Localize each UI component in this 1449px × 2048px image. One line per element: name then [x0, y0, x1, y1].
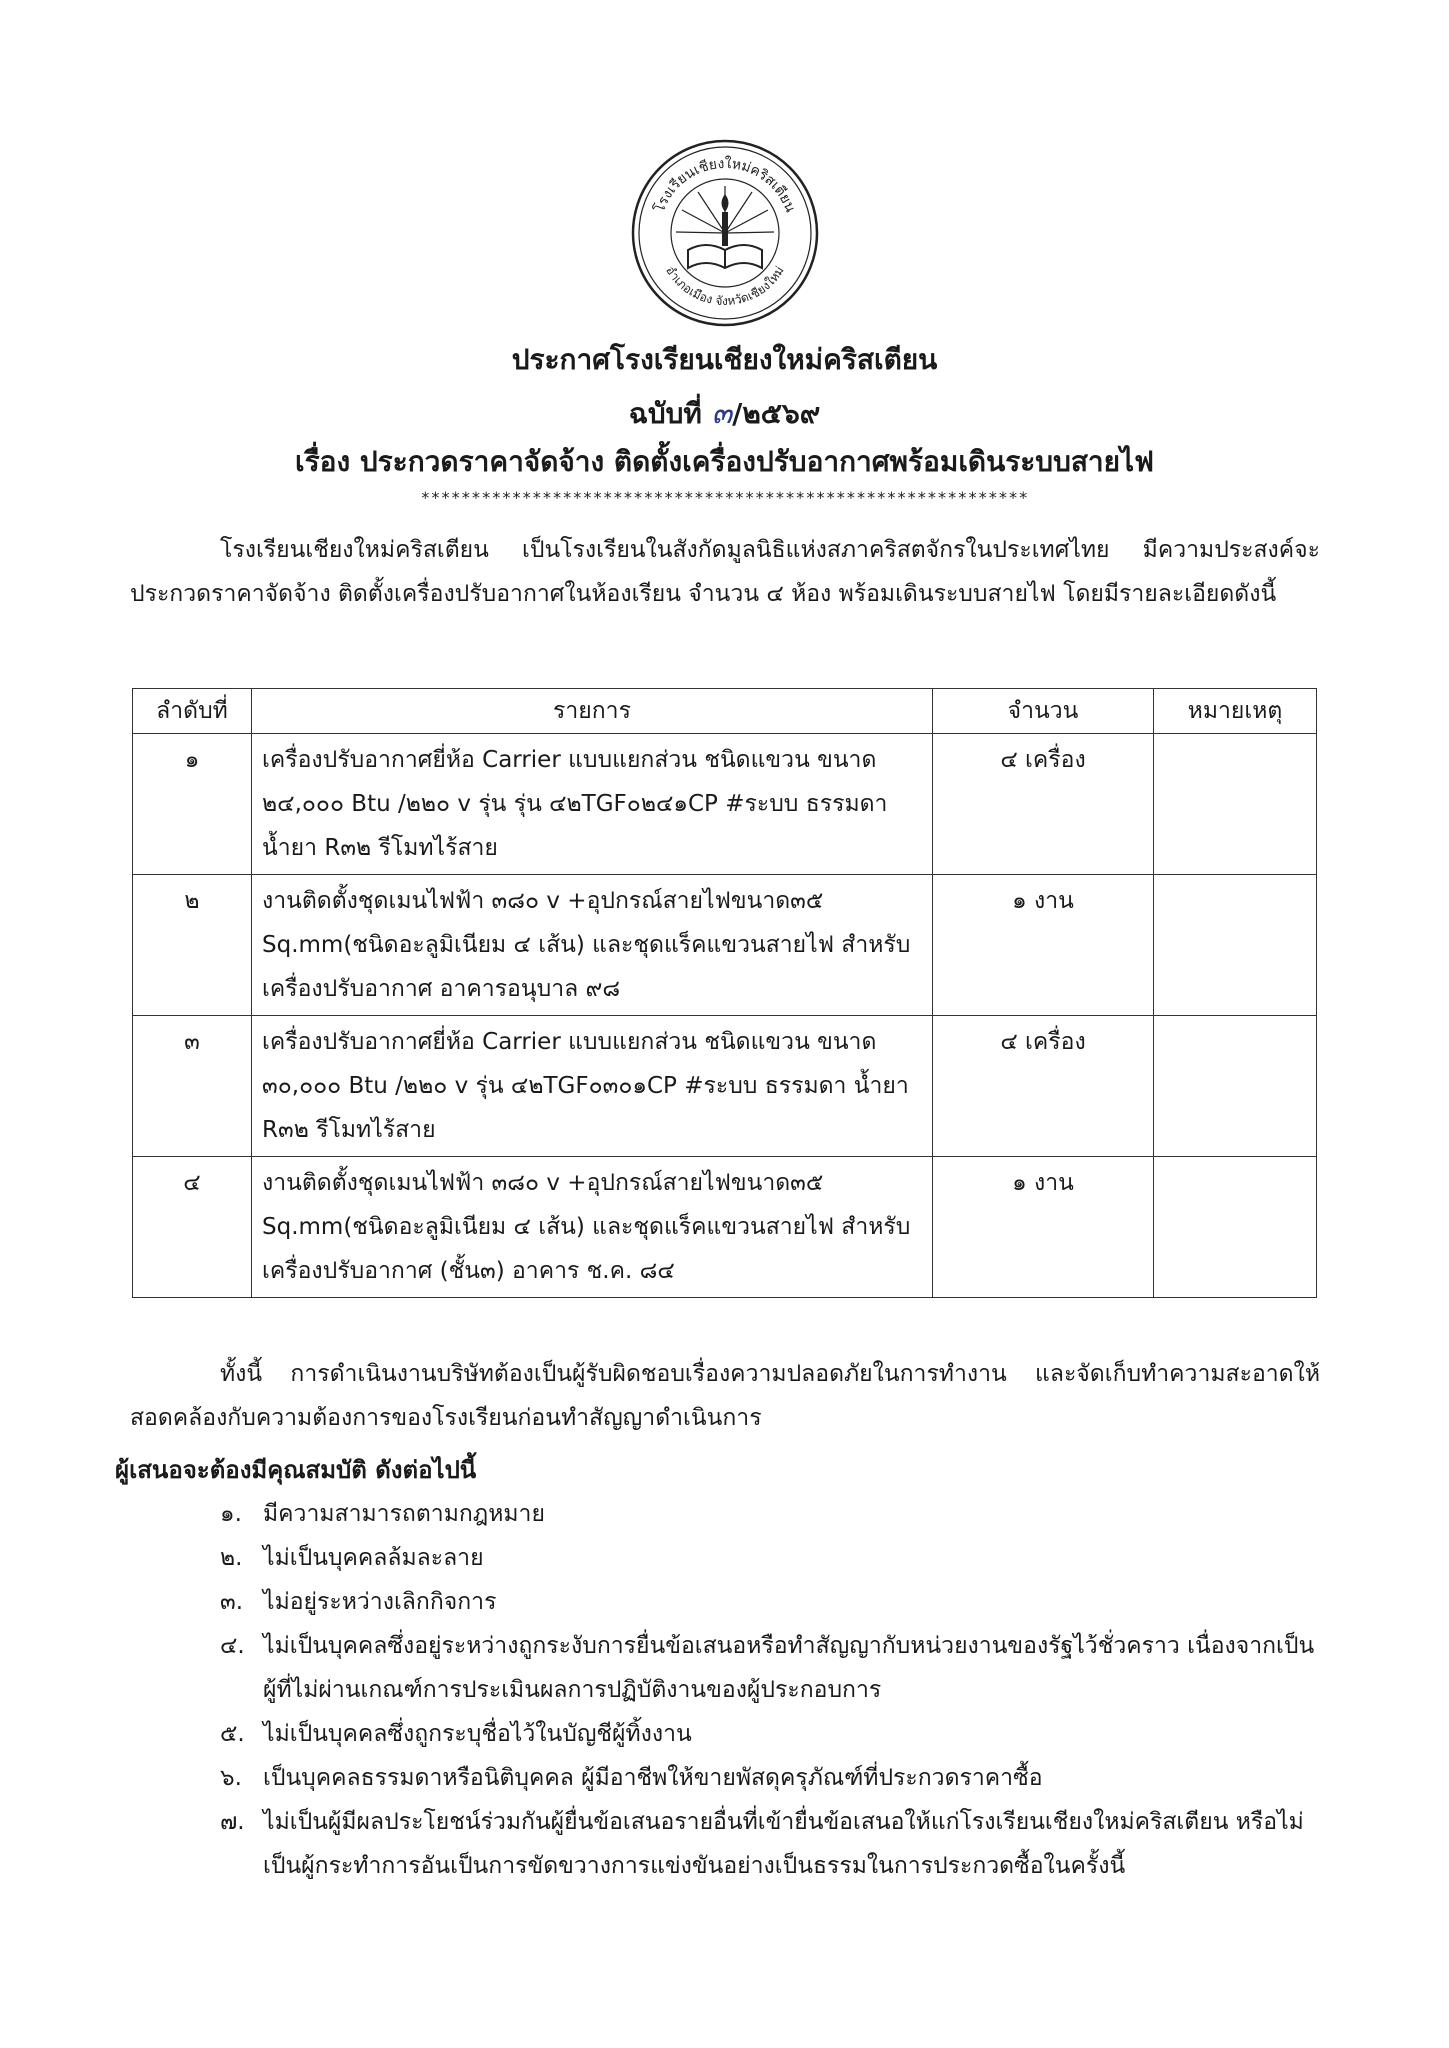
school-seal-logo	[630, 138, 820, 328]
list-item	[115, 1624, 1325, 1712]
list-item-number: ๔.	[220, 1633, 245, 1659]
row-qty: ๔ เครื่อง	[933, 1016, 1154, 1157]
list-item-number: ๖.	[220, 1765, 242, 1791]
list-item-text: ไม่เป็นบุคคลซึ่งอยู่ระหว่างถูกระงับการยื่นข้อเสนอหรือทำสัญญากับหน่วยงานของรัฐไว้ชั่วคราว เนื่องจากเป็นผู้ที่ไม่ผ่านเกณฑ์การประเมินผลการปฏิบัติงานของผู้ประกอบการ	[263, 1633, 1315, 1703]
list-item	[115, 1580, 1325, 1624]
list-item-number: ๗.	[220, 1809, 245, 1835]
row-note	[1154, 734, 1317, 875]
svg-text:โรงเรียนเชียงใหม่คริสเตียน: โรงเรียนเชียงใหม่คริสเตียน	[651, 155, 799, 215]
header-qty: จำนวน	[933, 689, 1154, 734]
list-item-text: เป็นบุคคลธรรมดาหรือนิติบุคคล ผู้มีอาชีพให้ขายพัสดุครุภัณฑ์ที่ประกวดราคาซื้อ	[263, 1765, 1043, 1791]
row-qty: ๔ เครื่อง	[933, 734, 1154, 875]
row-note	[1154, 1016, 1317, 1157]
items-table	[132, 688, 1317, 1298]
list-item-text: ไม่เป็นผู้มีผลประโยชน์ร่วมกันผู้ยื่นข้อเสนอรายอื่นที่เข้ายื่นข้อเสนอให้แก่โรงเรียนเชียงใหม่คริสเตียน หรือไม่เป็นผู้กระทำการอันเป็นการขัดขวางการแข่งขันอย่างเป็นธรรมในการประกวดซื้อในครั้งนี้	[263, 1809, 1304, 1879]
list-item	[115, 1712, 1325, 1756]
row-note	[1154, 875, 1317, 1016]
list-item-text: ไม่อยู่ระหว่างเลิกกิจการ	[263, 1589, 497, 1615]
announcement-subject: เรื่อง ประกวดราคาจัดจ้าง ติดตั้งเครื่องปรับอากาศพร้อมเดินระบบสายไฟ	[295, 445, 1154, 478]
intro-paragraph: โรงเรียนเชียงใหม่คริสเตียน เป็นโรงเรียนในสังกัดมูลนิธิแห่งสภาคริสตจักรในประเทศไทย มีความประสงค์จะประกวดราคาจัดจ้าง ติดตั้งเครื่องปรับอากาศในห้องเรียน จำนวน ๔ ห้อง พร้อมเดินระบบสายไฟ โดยมีรายละเอียดดังนี้	[130, 537, 1320, 607]
list-item-text: มีความสามารถตามกฎหมาย	[263, 1501, 545, 1527]
table-row	[133, 1016, 1317, 1157]
table-row	[133, 875, 1317, 1016]
row-item: เครื่องปรับอากาศยี่ห้อ Carrier แบบแยกส่วน ชนิดแขวน ขนาด ๒๔,๐๐๐ Btu /๒๒๐ v รุ่น รุ่น ๔๒TGF๐๒๔๑CP #ระบบ ธรรมดา น้ำยา R๓๒ รีโมทไร้สาย	[252, 734, 933, 875]
list-item	[115, 1536, 1325, 1580]
row-item: เครื่องปรับอากาศยี่ห้อ Carrier แบบแยกส่วน ชนิดแขวน ขนาด ๓๐,๐๐๐ Btu /๒๒๐ v รุ่น ๔๒TGF๐๓๐๑CP #ระบบ ธรรมดา น้ำยา R๓๒ รีโมทไร้สาย	[252, 1016, 933, 1157]
list-item-number: ๑.	[220, 1501, 242, 1527]
row-qty: ๑ งาน	[933, 875, 1154, 1016]
list-item-number: ๕.	[220, 1721, 245, 1747]
row-no: ๒	[133, 875, 252, 1016]
issue-number-handwritten: ๓	[711, 396, 733, 431]
closing-paragraph: ทั้งนี้ การดำเนินงานบริษัทต้องเป็นผู้รับผิดชอบเรื่องความปลอดภัยในการทำงาน และจัดเก็บทำความสะอาดให้สอดคล้องกับความต้องการของโรงเรียนก่อนทำสัญญาดำเนินการ	[130, 1361, 1320, 1431]
list-item-number: ๓.	[220, 1589, 244, 1615]
issue-number	[0, 390, 1449, 437]
qualifications-list	[115, 1492, 1325, 1888]
list-item	[115, 1800, 1325, 1888]
issue-year: /๒๕๖๙	[732, 397, 821, 430]
row-qty: ๑ งาน	[933, 1157, 1154, 1298]
list-item-number: ๒.	[220, 1545, 243, 1571]
divider-line: ************************************************************	[420, 488, 1029, 507]
table-header-row	[133, 689, 1317, 734]
row-note	[1154, 1157, 1317, 1298]
list-item-text: ไม่เป็นบุคคลล้มละลาย	[263, 1545, 484, 1571]
header-item: รายการ	[252, 689, 933, 734]
header-note: หมายเหตุ	[1154, 689, 1317, 734]
announcement-title: ประกาศโรงเรียนเชียงใหม่คริสเตียน	[511, 343, 938, 376]
row-no: ๑	[133, 734, 252, 875]
table-row	[133, 734, 1317, 875]
row-item: งานติดตั้งชุดเมนไฟฟ้า ๓๘๐ v +อุปกรณ์สายไฟขนาด๓๕ Sq.mm(ชนิดอะลูมิเนียม ๔ เส้น) และชุดแร็คแขวนสายไฟ สำหรับเครื่องปรับอากาศ (ชั้น๓) อาคาร ช.ค. ๘๔	[252, 1157, 933, 1298]
header-no: ลำดับที่	[133, 689, 252, 734]
list-item	[115, 1492, 1325, 1536]
row-no: ๓	[133, 1016, 252, 1157]
issue-label: ฉบับที่	[628, 397, 702, 430]
row-item: งานติดตั้งชุดเมนไฟฟ้า ๓๘๐ v +อุปกรณ์สายไฟขนาด๓๕ Sq.mm(ชนิดอะลูมิเนียม ๔ เส้น) และชุดแร็คแขวนสายไฟ สำหรับเครื่องปรับอากาศ อาคารอนุบาล ๙๘	[252, 875, 933, 1016]
svg-text:อำเภอเมือง จังหวัดเชียงใหม่: อำเภอเมือง จังหวัดเชียงใหม่	[663, 263, 787, 309]
table-row	[133, 1157, 1317, 1298]
list-item-text: ไม่เป็นบุคคลซึ่งถูกระบุชื่อไว้ในบัญชีผู้ทิ้งงาน	[263, 1721, 692, 1747]
list-item	[115, 1756, 1325, 1800]
row-no: ๔	[133, 1157, 252, 1298]
qualifications-heading: ผู้เสนอจะต้องมีคุณสมบัติ ดังต่อไปนี้	[115, 1456, 477, 1484]
